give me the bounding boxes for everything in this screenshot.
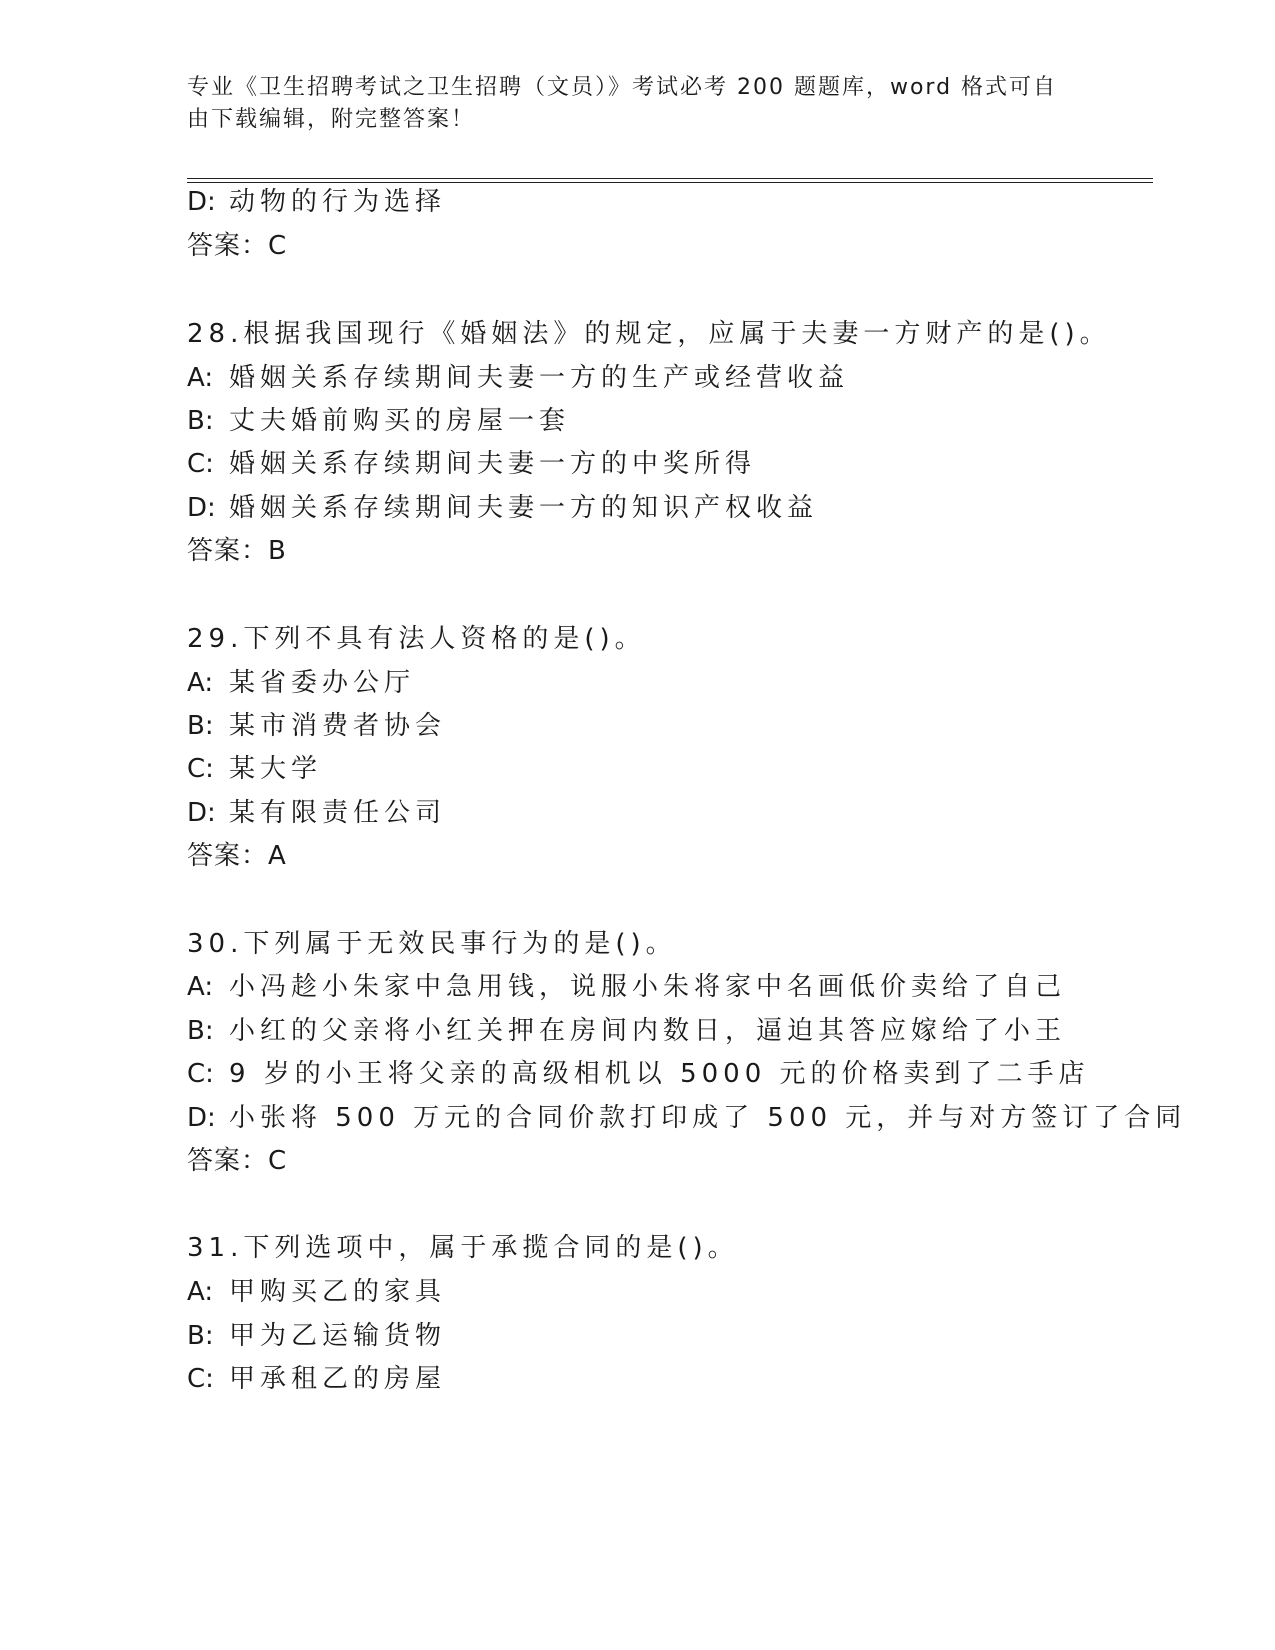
option-key: C: [187, 449, 214, 479]
option-d [187, 186, 446, 218]
option-b [187, 710, 446, 742]
option-text: 某大学 [229, 754, 323, 784]
question-stem: 28.根据我国现行《婚姻法》的规定，应属于夫妻一方财产的是()。 [187, 319, 1111, 349]
question-stem: 29.下列不具有法人资格的是()。 [187, 624, 646, 654]
option-key: B: [187, 406, 214, 436]
option-b [187, 1015, 1066, 1047]
header-line-2: 由下载编辑，附完整答案！ [187, 107, 476, 132]
option-a [187, 971, 1066, 1003]
option-text: 甲为乙运输货物 [229, 1321, 447, 1351]
option-key: B: [187, 711, 214, 741]
option-key: A: [187, 363, 214, 393]
option-text: 9 岁的小王将父亲的高级相机以 5000 元的价格卖到了二手店 [229, 1059, 1090, 1089]
option-text: 某省委办公厅 [229, 668, 416, 698]
option-a [187, 667, 415, 699]
option-text: 动物的行为选择 [229, 187, 447, 217]
option-text: 甲承租乙的房屋 [229, 1364, 447, 1394]
option-text: 小冯趁小朱家中急用钱，说服小朱将家中名画低价卖给了自己 [229, 972, 1067, 1002]
answer-line: 答案：C [187, 1146, 288, 1176]
option-c [187, 1363, 446, 1395]
option-key: B: [187, 1016, 214, 1046]
answer-line: 答案：C [187, 231, 288, 261]
option-key: C: [187, 1364, 214, 1394]
answer-line: 答案：A [187, 841, 287, 871]
option-text: 丈夫婚前购买的房屋一套 [229, 406, 571, 436]
option-text: 小红的父亲将小红关押在房间内数日，逼迫其答应嫁给了小王 [229, 1016, 1067, 1046]
option-c [187, 753, 322, 785]
option-text: 婚姻关系存续期间夫妻一方的知识产权收益 [229, 493, 819, 523]
option-text: 婚姻关系存续期间夫妻一方的中奖所得 [229, 449, 757, 479]
option-text: 某市消费者协会 [229, 711, 447, 741]
document-header [187, 72, 1067, 136]
option-text: 某有限责任公司 [229, 798, 447, 828]
option-d [187, 797, 446, 829]
option-key: A: [187, 972, 214, 1002]
option-d [187, 1102, 1186, 1134]
question-stem: 31.下列选项中，属于承揽合同的是()。 [187, 1233, 739, 1263]
option-c [187, 448, 756, 480]
option-key: C: [187, 754, 214, 784]
option-key: C: [187, 1059, 214, 1089]
option-text: 婚姻关系存续期间夫妻一方的生产或经营收益 [229, 363, 850, 393]
option-text: 小张将 500 万元的合同价款打印成了 500 元，并与对方签订了合同 [229, 1103, 1187, 1133]
option-a [187, 1276, 446, 1308]
option-a [187, 362, 849, 394]
header-line-1: 专业《卫生招聘考试之卫生招聘（文员）》考试必考 200 题题库，word 格式可自 [187, 75, 1058, 100]
answer-line: 答案：B [187, 536, 287, 566]
question-stem: 30.下列属于无效民事行为的是()。 [187, 929, 677, 959]
option-key: D: [187, 1103, 216, 1133]
option-b [187, 405, 570, 437]
header-divider [187, 178, 1153, 183]
option-key: D: [187, 798, 216, 828]
option-text: 甲购买乙的家具 [229, 1277, 447, 1307]
option-d [187, 492, 818, 524]
option-key: B: [187, 1321, 214, 1351]
option-key: A: [187, 668, 214, 698]
option-c [187, 1058, 1090, 1090]
option-key: D: [187, 493, 216, 523]
option-b [187, 1320, 446, 1352]
option-key: A: [187, 1277, 214, 1307]
option-key: D: [187, 187, 216, 217]
